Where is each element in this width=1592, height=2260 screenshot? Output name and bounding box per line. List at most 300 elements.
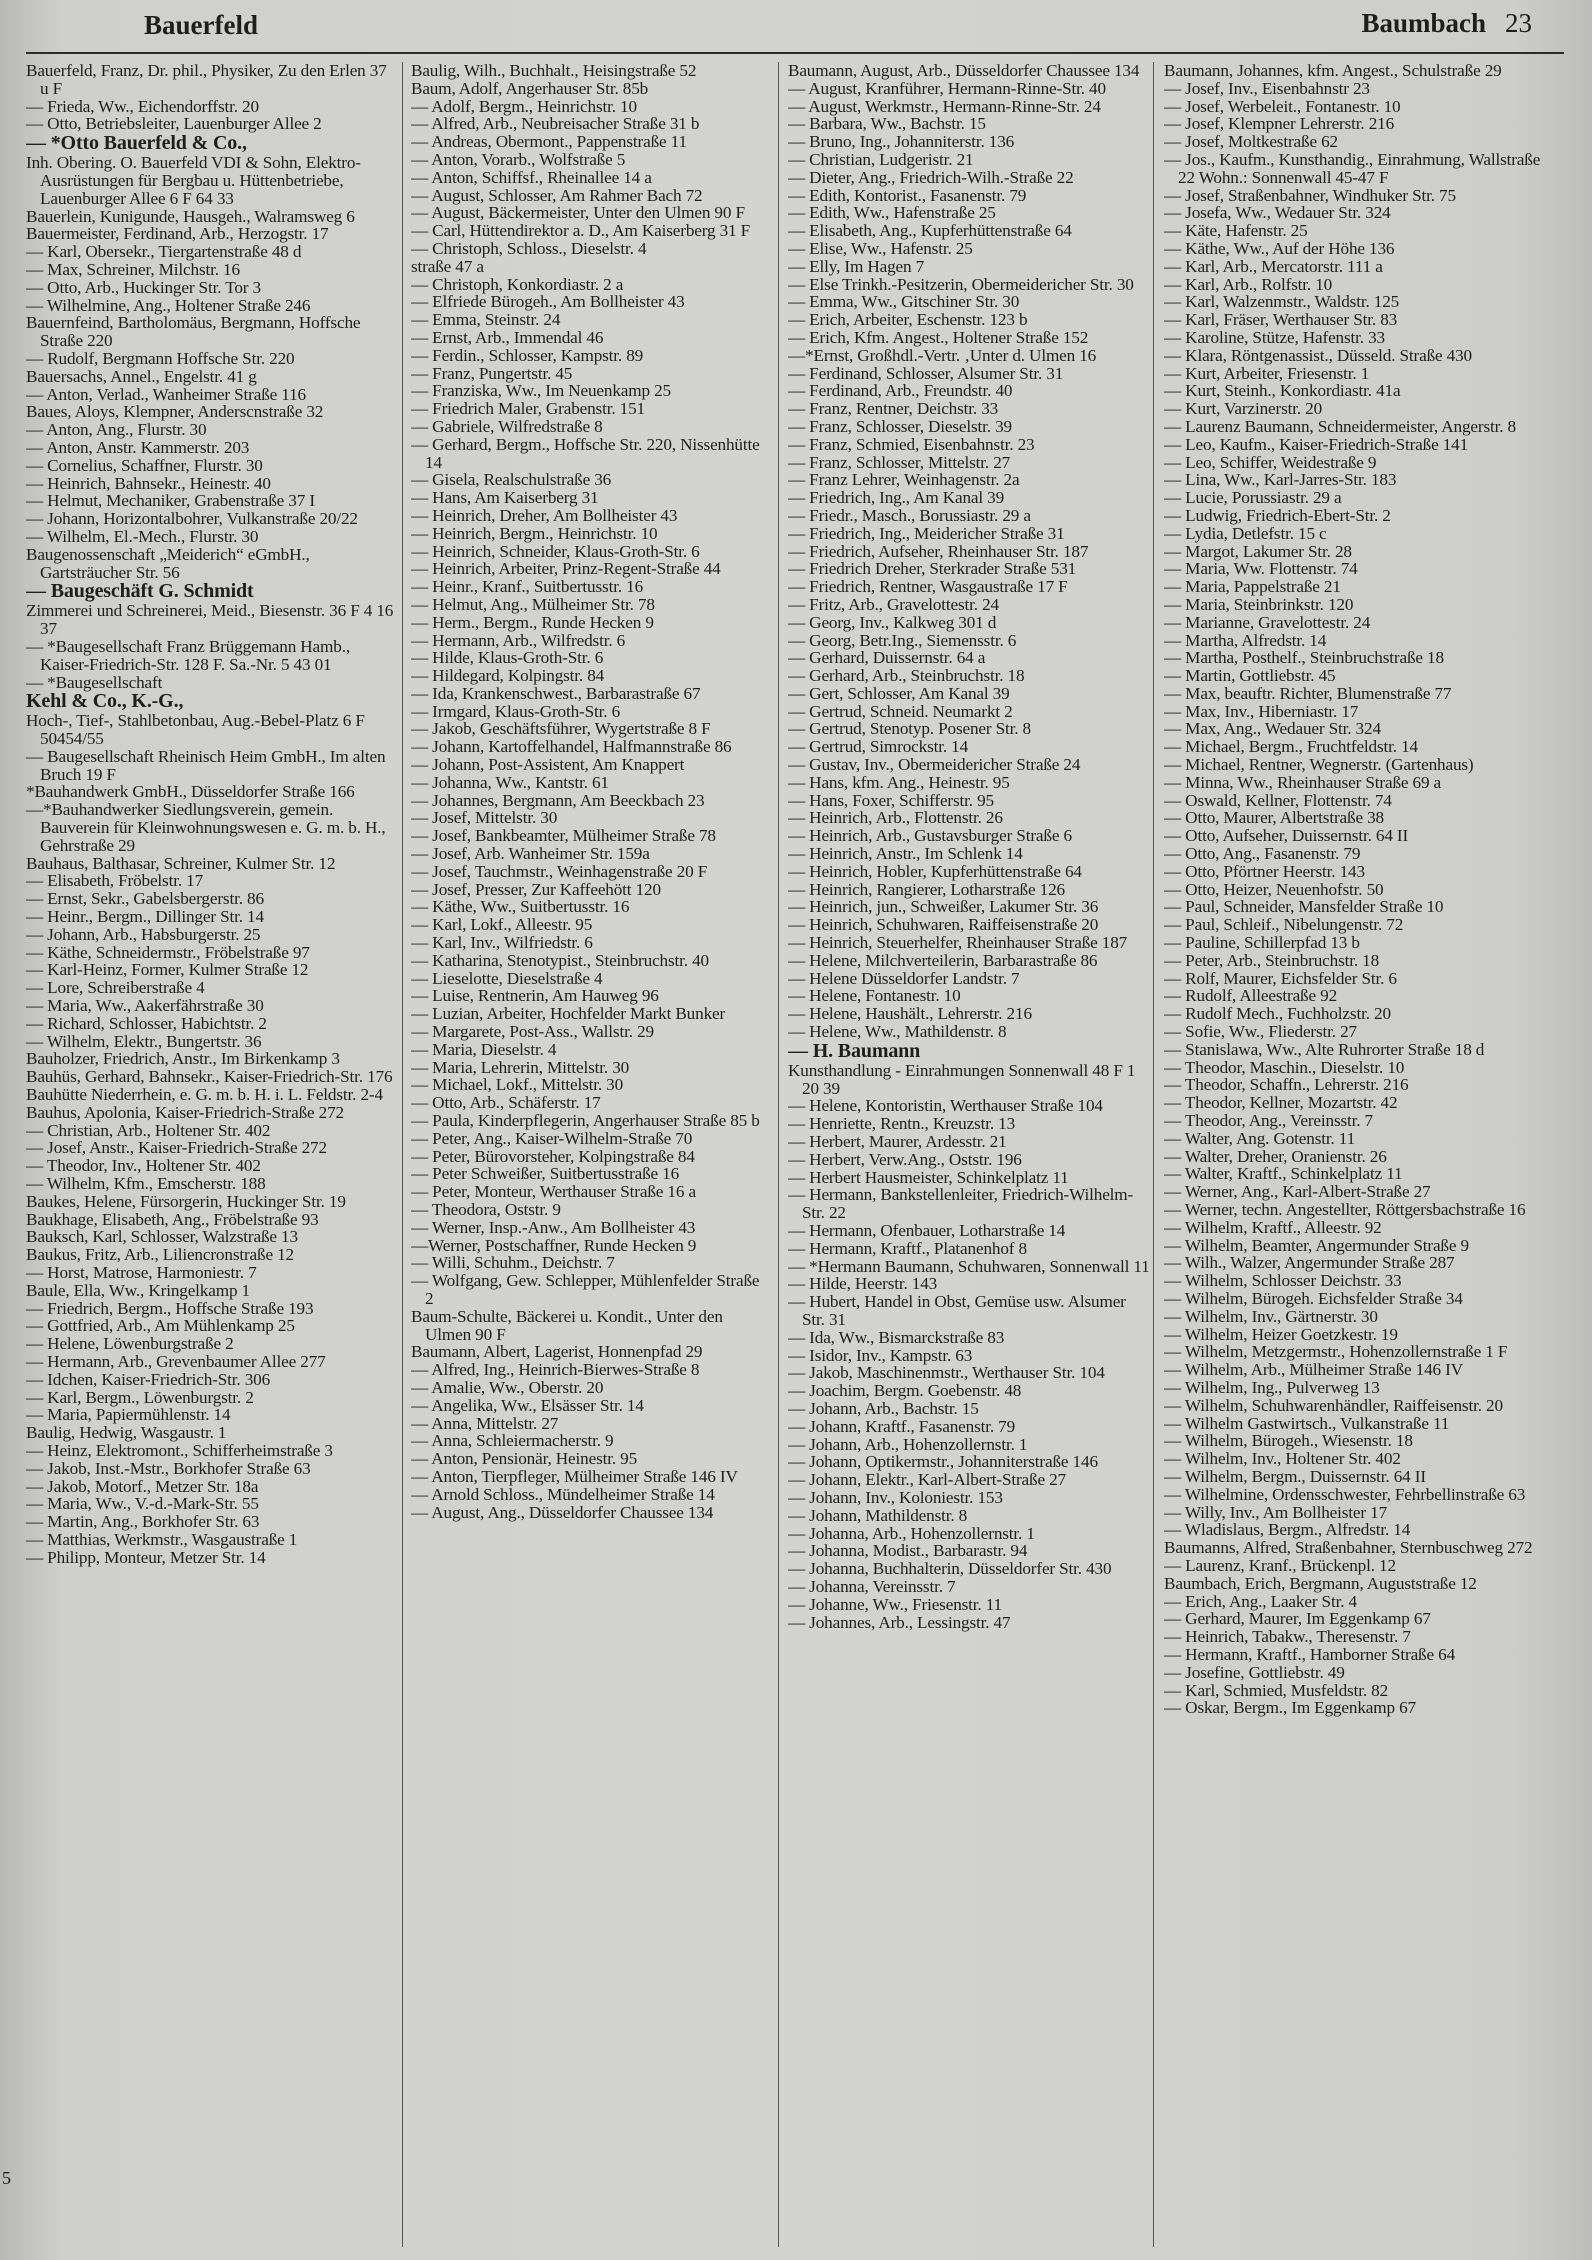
directory-entry: — Ludwig, Friedrich-Ebert-Str. 2 [1164,505,1391,525]
directory-entry: *Bauhandwerk GmbH., Düsseldorfer Straße 166 [26,782,355,802]
directory-column-4 [1164,62,1544,2252]
directory-entry: — Martin, Gottliebstr. 45 [1164,666,1336,686]
directory-entry: — Werner, Insp.-Anw., Am Bollheister 43 [411,1217,696,1237]
directory-entry: — Gertrud, Stenotyp. Posener Str. 8 [788,719,1031,739]
directory-entry: — Stanislawa, Ww., Alte Ruhrorter Straße 18 d [1164,1039,1485,1059]
directory-entry: Baugenossenschaft „Meiderich“ eGmbH., Gartsträucher Str. 56 [26,544,310,582]
directory-entry: — Hubert, Handel in Obst, Gemüse usw. Alsumer Str. 31 [788,1292,1126,1329]
directory-entry: — Maria, Ww., Aakerfährstraße 30 [26,996,264,1016]
directory-entry: — Wilhelmine, Ang., Holtener Straße 246 [26,295,311,315]
directory-entry: — Christian, Ludgeristr. 21 [788,149,974,169]
directory-entry: — Wilhelm, Kfm., Emscherstr. 188 [26,1174,266,1194]
directory-entry: — Henriette, Rentn., Kreuzstr. 13 [788,1114,1016,1134]
directory-entry: — Helene, Ww., Mathildenstr. 8 [788,1022,1007,1042]
directory-entry: — Werner, Ang., Karl-Albert-Straße 27 [1164,1182,1431,1202]
directory-entry: — Oswald, Kellner, Flottenstr. 74 [1164,790,1392,810]
directory-entry: — Max, Ang., Wedauer Str. 324 [1164,719,1381,739]
directory-entry: — Heinrich, Arbeiter, Prinz-Regent-Straße 44 [411,559,721,579]
directory-entry: — Ferdin., Schlosser, Kampstr. 89 [411,345,644,365]
directory-entry: — Baugesellschaft Rheinisch Heim GmbH., Im alten Bruch 19 F [26,746,386,784]
directory-entry: — Herbert, Maurer, Ardesstr. 21 [788,1132,1007,1152]
directory-entry: — Peter, Arb., Steinbruchstr. 18 [1164,950,1380,970]
directory-entry: — Willi, Schuhm., Deichstr. 7 [411,1253,615,1273]
directory-entry: — Otto, Arb., Huckinger Str. Tor 3 [26,277,261,297]
directory-entry: Bauhütte Niederrhein, e. G. m. b. H. i. L. Feldstr. 2-4 [26,1085,383,1105]
directory-entry: Bauermeister, Ferdinand, Arb., Herzogstr. 17 [26,224,329,244]
directory-entry: — Elisabeth, Fröbelstr. 17 [26,871,204,891]
directory-entry: — Johann, Horizontalbohrer, Vulkanstraße 20/22 [26,509,358,529]
directory-entry: — Wilhelmine, Ordensschwester, Fehrbellinstraße 63 [1164,1484,1526,1504]
directory-entry: — Horst, Matrose, Harmoniestr. 7 [26,1263,257,1282]
directory-entry: — Heinz, Elektromont., Schifferheimstraße 3 [26,1440,333,1460]
directory-entry: Zimmerei und Schreinerei, Meid., Biesenstr. 36 F 4 16 37 [26,601,394,639]
directory-entry: — Johanna, Buchhalterin, Düsseldorfer Str. 430 [788,1559,1112,1579]
directory-entry: — Dieter, Ang., Friedrich-Wilh.-Straße 22 [788,167,1074,187]
directory-entry: — Christoph, Konkordiastr. 2 a [411,274,624,294]
directory-entry: — Anton, Vorarb., Wolfstraße 5 [411,149,626,169]
directory-entry: — Werner, techn. Angestellter, Röttgersbachstraße 16 [1164,1200,1526,1219]
directory-entry: — Jakob, Inst.-Mstr., Borkhofer Straße 63 [26,1458,311,1478]
directory-entry: — Rolf, Maurer, Eichsfelder Str. 6 [1164,968,1397,988]
directory-entry: — Käthe, Ww., Auf der Höhe 136 [1164,238,1395,258]
directory-entry: — Jos., Kaufm., Kunsthandig., Einrahmung, Wallstraße 22 Wohn.: Sonnenwall 45-47 F [1164,149,1541,187]
directory-entry: — Pauline, Schillerpfad 13 b [1164,933,1360,953]
directory-entry: — Barbara, Ww., Bachstr. 15 [788,114,986,134]
directory-entry: — Theodor, Inv., Holtener Str. 402 [26,1156,261,1176]
directory-entry: — Otto, Maurer, Albertstraße 38 [1164,808,1384,828]
directory-entry: — Marianne, Gravelottestr. 24 [1164,612,1371,632]
directory-entry: — Hans, Foxer, Schifferstr. 95 [788,790,994,810]
directory-entry: Kehl & Co., K.-G., [26,690,184,713]
directory-entry: — Josef, Tauchmstr., Weinhagenstraße 20 F [411,861,708,881]
directory-entry: — Rudolf Mech., Fuchholzstr. 20 [1164,1004,1391,1024]
directory-entry: — Martin, Ang., Borkhofer Str. 63 [26,1512,260,1532]
directory-entry: — Max, Inv., Hiberniastr. 17 [1164,701,1359,721]
directory-entry: — Helene, Haushält., Lehrerstr. 216 [788,1004,1032,1024]
directory-entry: — Gert, Schlosser, Am Kanal 39 [788,683,1010,703]
directory-entry: —*Ernst, Großhdl.-Vertr. ‚Unter d. Ulmen 16 [788,345,1097,365]
directory-entry: — Edith, Ww., Hafenstraße 25 [788,203,996,223]
directory-entry: — Josef, Werbeleit., Fontanestr. 10 [1164,96,1401,116]
directory-entry: — H. Baumann [788,1039,921,1062]
directory-entry: — Heinrich, Schuhwaren, Raiffeisenstraße 20 [788,915,1099,935]
directory-entry: — Heinrich, Arb., Gustavsburger Straße 6 [788,826,1072,846]
directory-entry: — Johanna, Modist., Barbarastr. 94 [788,1541,1028,1561]
page-number: 23 [1505,8,1532,38]
directory-entry: — Heinrich, Anstr., Im Schlenk 14 [788,844,1023,864]
directory-entry: — Anton, Anstr. Kammerstr. 203 [26,437,250,457]
directory-entry: — Cornelius, Schaffner, Flurstr. 30 [26,455,263,475]
directory-entry: — Oskar, Bergm., Im Eggenkamp 67 [1164,1698,1416,1718]
directory-entry: — Heinrich, Bahnsekr., Heinestr. 40 [26,473,271,493]
directory-entry: — Friedrich Dreher, Sterkrader Straße 531 [788,559,1077,579]
directory-entry: — Baugeschäft G. Schmidt [26,580,254,603]
directory-entry: — Friedrich, Bergm., Hoffsche Straße 193 [26,1298,314,1318]
directory-entry: — Johanna, Ww., Kantstr. 61 [411,772,609,792]
directory-entry: — Hans, kfm. Ang., Heinestr. 95 [788,772,1010,792]
directory-entry: Baumann, August, Arb., Düsseldorfer Chaussee 134 [788,62,1140,80]
directory-entry: — Luzian, Arbeiter, Hochfelder Markt Bunker [411,1004,726,1024]
directory-entry: — Otto, Aufseher, Duissernstr. 64 II [1164,826,1409,846]
directory-entry: — Wilhelm, El.-Mech., Flurstr. 30 [26,526,259,546]
directory-entry: — Michael, Lokf., Mittelstr. 30 [411,1075,624,1095]
directory-entry: — Hans, Am Kaiserberg 31 [411,488,599,508]
directory-entry: — Otto, Betriebsleiter, Lauenburger Allee 2 [26,114,322,134]
directory-entry: Baum-Schulte, Bäckerei u. Kondit., Unter den Ulmen 90 F [411,1306,723,1344]
directory-entry: — Josef, Mittelstr. 30 [411,808,558,828]
directory-entry: — Gustav, Inv., Obermeidericher Straße 24 [788,755,1081,775]
directory-entry: — Bruno, Ing., Johanniterstr. 136 [788,132,1015,152]
directory-entry: — Georg, Inv., Kalkweg 301 d [788,612,997,632]
directory-entry: — Herm., Bergm., Runde Hecken 9 [411,612,654,632]
directory-entry: — Matthias, Werkmstr., Wasgaustraße 1 [26,1529,298,1549]
directory-entry: — Elisabeth, Ang., Kupferhüttenstraße 64 [788,221,1072,241]
directory-entry: — Anton, Verlad., Wanheimer Straße 116 [26,384,306,404]
directory-entry: — Katharina, Stenotypist., Steinbruchstr. 40 [411,950,709,970]
directory-entry: — Alfred, Ing., Heinrich-Bierwes-Straße 8 [411,1360,700,1380]
directory-entry: — Hilde, Klaus-Groth-Str. 6 [411,648,604,668]
directory-entry: — Theodor, Schaffn., Lehrerstr. 216 [1164,1075,1409,1095]
directory-entry: Bauksch, Karl, Schlosser, Walzstraße 13 [26,1227,298,1247]
directory-entry: — Otto, Pförtner Heerstr. 143 [1164,861,1365,881]
directory-entry: Baulig, Hedwig, Wasgaustr. 1 [26,1423,227,1443]
directory-entry: — Frieda, Ww., Eichendorffstr. 20 [26,96,259,116]
directory-column-3 [788,62,1150,2252]
directory-entry: — Helene, Kontoristin, Werthauser Straße 104 [788,1096,1103,1116]
directory-entry: — Wilhelm, Elektr., Bungertstr. 36 [26,1031,262,1051]
directory-entry: Bauhaus, Balthasar, Schreiner, Kulmer Str. 12 [26,853,336,873]
directory-entry: — Else Trinkh.-Pesitzerin, Obermeidericher Str. 30 [788,274,1134,294]
directory-entry: — *Otto Bauerfeld & Co., [26,132,247,155]
directory-entry: — Ernst, Arb., Immendal 46 [411,327,604,347]
directory-entry: — Michael, Rentner, Wegnerstr. (Gartenhaus) [1164,755,1474,775]
directory-entry: — Josef, Moltkestraße 62 [1164,132,1338,152]
directory-entry: — Karl, Inv., Wilfriedstr. 6 [411,933,593,953]
directory-entry: — Erich, Ang., Laaker Str. 4 [1164,1591,1357,1611]
directory-entry: — Friedrich, Ing., Am Kanal 39 [788,488,1005,508]
directory-entry: — Anton, Tierpfleger, Mülheimer Straße 146 IV [411,1466,738,1486]
directory-entry: — Karl, Obersekr., Tiergartenstraße 48 d [26,242,302,262]
directory-entry: — Joachim, Bergm. Goebenstr. 48 [788,1381,1022,1401]
directory-entry: — Jakob, Motorf., Metzer Str. 18a [26,1476,259,1496]
directory-entry: — Hermann, Ofenbauer, Lotharstraße 14 [788,1221,1066,1240]
directory-entry: — August, Werkmstr., Hermann-Rinne-Str. 24 [788,96,1101,116]
directory-entry: — Gertrud, Simrockstr. 14 [788,737,969,757]
directory-entry: — Fritz, Arb., Gravelottestr. 24 [788,594,999,614]
directory-entry: — Lina, Ww., Karl-Jarres-Str. 183 [1164,470,1397,490]
directory-entry: — Heinrich, Steuerhelfer, Rheinhauser Straße 187 [788,933,1128,953]
directory-entry: — Sofie, Ww., Fliederstr. 27 [1164,1022,1357,1042]
directory-entry: straße 47 a [411,256,484,276]
directory-entry: — Paul, Schneider, Mansfelder Straße 10 [1164,897,1444,917]
directory-entry: — Christoph, Schloss., Dieselstr. 4 [411,238,647,258]
directory-entry: — Theodor, Ang., Vereinsstr. 7 [1164,1111,1374,1131]
directory-entry: Bauhüs, Gerhard, Bahnsekr., Kaiser-Friedrich-Str. 176 [26,1067,393,1087]
directory-entry: — Wilhelm, Bergm., Duissernstr. 64 II [1164,1466,1426,1486]
directory-entry: — Karl, Bergm., Löwenburgstr. 2 [26,1387,254,1407]
directory-entry: —*Bauhandwerker Siedlungsverein, gemein. Bauverein für Kleinwohnungswesen e. G. m. b. H., Gehrstraße 29 [26,800,386,855]
directory-entry: — Heinrich, Hobler, Kupferhüttenstraße 64 [788,861,1082,881]
directory-entry: — Josef, Presser, Zur Kaffeehött 120 [411,879,661,899]
directory-entry: — Walter, Dreher, Oranienstr. 26 [1164,1146,1387,1166]
directory-entry: — Karl, Arb., Rolfstr. 10 [1164,274,1333,294]
directory-entry: — Maria, Papiermühlenstr. 14 [26,1405,231,1425]
directory-entry: — Johann, Elektr., Karl-Albert-Straße 27 [788,1470,1066,1490]
header-right-keyword: Baumbach [1361,8,1486,38]
directory-entry: — Idchen, Kaiser-Friedrich-Str. 306 [26,1369,271,1389]
directory-entry: — Herbert Hausmeister, Schinkelplatz 11 [788,1167,1069,1187]
directory-entry: — Josef, Inv., Eisenbahnstr 23 [1164,78,1370,98]
directory-entry: — Friedrich, Aufseher, Rheinhauser Str. 187 [788,541,1089,561]
directory-entry: — Heinr., Kranf., Suitbertusstr. 16 [411,577,644,597]
directory-entry: — Hermann, Kraftf., Platanenhof 8 [788,1238,1027,1258]
directory-entry: — Leo, Kaufm., Kaiser-Friedrich-Straße 141 [1164,434,1469,454]
directory-entry: — Helene, Fontanestr. 10 [788,986,961,1006]
directory-entry: — Leo, Schiffer, Weidestraße 9 [1164,452,1377,472]
directory-entry: — Karoline, Stütze, Hafenstr. 33 [1164,327,1385,347]
directory-entry: Hoch-, Tief-, Stahlbetonbau, Aug.-Bebel-Platz 6 F 50454/55 [26,711,365,749]
directory-entry: Baulig, Wilh., Buchhalt., Heisingstraße 52 [411,62,697,80]
directory-entry: — August, Bäckermeister, Unter den Ulmen 90 F [411,203,745,223]
directory-entry: — Ernst, Sekr., Gabelsbergerstr. 86 [26,889,264,909]
directory-entry: — Gerhard, Duissernstr. 64 a [788,648,986,668]
directory-entry: — Wilhelm, Schlosser Deichstr. 33 [1164,1271,1402,1291]
directory-entry: — Herbert, Verw.Ang., Oststr. 196 [788,1149,1022,1169]
directory-entry: — Martha, Posthelf., Steinbruchstraße 18 [1164,648,1444,668]
directory-entry: — Josef, Klempner Lehrerstr. 216 [1164,114,1395,134]
directory-column-1 [26,62,396,2252]
directory-entry: — Gerhard, Maurer, Im Eggenkamp 67 [1164,1609,1431,1629]
directory-entry: — Hermann, Arb., Wilfredstr. 6 [411,630,626,650]
directory-entry: Bauholzer, Friedrich, Anstr., Im Birkenkamp 3 [26,1049,340,1069]
directory-entry: Bauhus, Apolonia, Kaiser-Friedrich-Straße 272 [26,1102,344,1122]
directory-entry: — Theodor, Maschin., Dieselstr. 10 [1164,1057,1405,1077]
directory-entry: — Richard, Schlosser, Habichtstr. 2 [26,1013,267,1033]
directory-entry: — Otto, Heizer, Neuenhofstr. 50 [1164,879,1384,899]
directory-entry: — Helene, Milchverteilerin, Barbarastraße 86 [788,950,1098,970]
directory-entry: — August, Schlosser, Am Rahmer Bach 72 [411,185,703,205]
directory-entry: — Johann, Inv., Koloniestr. 153 [788,1487,1003,1507]
directory-columns [26,62,1578,2252]
directory-entry: — Wilhelm, Heizer Goetzkestr. 19 [1164,1324,1398,1344]
directory-entry: — Friedrich, Rentner, Wasgaustraße 17 F [788,577,1068,597]
directory-entry: — Wilhelm, Schuhwarenhändler, Raiffeisenstr. 20 [1164,1395,1503,1415]
directory-entry: —Werner, Postschaffner, Runde Hecken 9 [411,1235,697,1255]
directory-entry: — August, Ang., Düsseldorfer Chaussee 134 [411,1502,714,1522]
directory-entry: — Helmut, Mechaniker, Grabenstraße 37 I [26,491,315,511]
directory-entry: — Margot, Lakumer Str. 28 [1164,541,1352,561]
directory-entry: — Wilhelm, Arb., Mülheimer Straße 146 IV [1164,1360,1463,1380]
directory-entry: Baumbach, Erich, Bergmann, Auguststraße 12 [1164,1573,1477,1593]
directory-entry: — Karl, Walzenmstr., Waldstr. 125 [1164,292,1400,312]
directory-entry: — Rudolf, Alleestraße 92 [1164,986,1338,1006]
directory-entry: — Anna, Mittelstr. 27 [411,1413,559,1433]
directory-entry: — Laurenz, Kranf., Brückenpl. 12 [1164,1555,1396,1575]
directory-entry: — Friedrich Maler, Grabenstr. 151 [411,399,645,419]
directory-entry: — Heinrich, Rangierer, Lotharstraße 126 [788,879,1065,899]
directory-entry: — Erich, Kfm. Angest., Holtener Straße 152 [788,327,1089,347]
directory-entry: — Ida, Ww., Bismarckstraße 83 [788,1327,1005,1347]
directory-entry: — Johann, Arb., Bachstr. 15 [788,1398,979,1418]
directory-entry: — Wolfgang, Gew. Schlepper, Mühlenfelder Straße 2 [411,1271,760,1308]
directory-entry: — Franz, Schmied, Eisenbahnstr. 23 [788,434,1035,454]
directory-entry: Baukes, Helene, Fürsorgerin, Huckinger Str. 19 [26,1191,346,1211]
directory-entry: — Peter, Monteur, Werthauser Straße 16 a [411,1182,696,1202]
directory-entry: — Lydia, Detlefstr. 15 c [1164,523,1327,543]
directory-entry: — Gerhard, Arb., Steinbruchstr. 18 [788,666,1025,686]
directory-entry: — Helene, Löwenburgstraße 2 [26,1334,234,1354]
directory-entry: — Erich, Arbeiter, Eschenstr. 123 b [788,310,1028,330]
directory-entry: — Christian, Arb., Holtener Str. 402 [26,1120,271,1140]
directory-entry: Baumanns, Alfred, Straßenbahner, Sternbuschweg 272 [1164,1538,1533,1558]
directory-entry: — Karl, Schmied, Musfeldstr. 82 [1164,1680,1389,1700]
directory-entry: — Maria, Pappelstraße 21 [1164,577,1341,597]
directory-entry: — Adolf, Bergm., Heinrichstr. 10 [411,96,637,116]
directory-entry: Baumann, Johannes, kfm. Angest., Schulstraße 29 [1164,62,1502,80]
directory-entry: — Jakob, Geschäftsführer, Wygertstraße 8 F [411,719,711,739]
directory-entry: — Käte, Hafenstr. 25 [1164,221,1308,241]
directory-entry: — Anna, Schleiermacherstr. 9 [411,1431,614,1451]
directory-entry: — Angelika, Ww., Elsässer Str. 14 [411,1395,644,1415]
directory-entry: — Johannes, Bergmann, Am Beeckbach 23 [411,790,705,810]
directory-entry: — Max, beauftr. Richter, Blumenstraße 77 [1164,683,1452,703]
directory-entry: — Amalie, Ww., Oberstr. 20 [411,1377,604,1397]
directory-entry: — Johann, Arb., Habsburgerstr. 25 [26,924,261,944]
directory-entry: — Walter, Ang. Gotenstr. 11 [1164,1128,1356,1148]
directory-entry: — Franz Lehrer, Weinhagenstr. 2a [788,470,1020,490]
directory-entry: — Franz, Schlosser, Dieselstr. 39 [788,416,1012,436]
directory-entry: — Wilhelm, Inv., Gärtnerstr. 30 [1164,1306,1378,1326]
directory-entry: — Wladislaus, Bergm., Alfredstr. 14 [1164,1520,1411,1540]
directory-entry: — Karl-Heinz, Former, Kulmer Straße 12 [26,960,309,980]
directory-entry: Bauersachs, Annel., Engelstr. 41 g [26,366,257,386]
directory-entry: — Max, Schreiner, Milchstr. 16 [26,259,240,279]
directory-entry: — Johann, Mathildenstr. 8 [788,1505,968,1525]
directory-entry: — Klara, Röntgenassist., Düsseld. Straße 430 [1164,345,1472,365]
directory-entry: — Johann, Arb., Hohenzollernstr. 1 [788,1434,1028,1454]
directory-entry: — Otto, Arb., Schäferstr. 17 [411,1093,601,1113]
directory-entry: — Wilhelm, Bürogeh. Eichsfelder Straße 34 [1164,1288,1463,1308]
directory-entry: — Arnold Schloss., Mündelheimer Straße 14 [411,1484,715,1504]
directory-entry: — Emma, Steinstr. 24 [411,310,561,330]
directory-entry: — Elly, Im Hagen 7 [788,256,925,276]
directory-entry: — Elfriede Bürogeh., Am Bollheister 43 [411,292,685,312]
directory-entry: — Gisela, Realschulstraße 36 [411,470,612,490]
directory-entry: — Maria, Dieselstr. 4 [411,1039,557,1059]
directory-entry: — Peter, Ang., Kaiser-Wilhelm-Straße 70 [411,1128,693,1148]
directory-entry: Baukus, Fritz, Arb., Liliencronstraße 12 [26,1245,294,1265]
directory-entry: — Maria, Lehrerin, Mittelstr. 30 [411,1057,630,1077]
directory-entry: — Karl, Fräser, Werthauser Str. 83 [1164,310,1398,330]
directory-entry: — Margarete, Post-Ass., Wallstr. 29 [411,1022,654,1042]
directory-entry: — Elise, Ww., Hafenstr. 25 [788,238,973,258]
directory-entry: — Gottfried, Arb., Am Mühlenkamp 25 [26,1316,295,1336]
header-rule [26,52,1564,54]
directory-entry: — Josef, Straßenbahner, Windhuker Str. 75 [1164,185,1456,205]
directory-entry: — Josefa, Ww., Wedauer Str. 324 [1164,203,1391,223]
directory-entry: — Kurt, Steinh., Konkordiastr. 41a [1164,381,1401,401]
directory-entry: Baues, Aloys, Klempner, Anderscnstraße 32 [26,402,324,422]
directory-entry: — Willy, Inv., Am Bollheister 17 [1164,1502,1388,1522]
directory-entry: — Wilhelm, Bürogeh., Wiesenstr. 18 [1164,1431,1413,1451]
directory-entry: Kunsthandlung - Einrahmungen Sonnenwall 48 F 1 20 39 [788,1060,1136,1098]
directory-entry: — Josef, Anstr., Kaiser-Friedrich-Straße 272 [26,1138,327,1158]
directory-entry: — Josef, Arb. Wanheimer Str. 159a [411,844,650,864]
directory-entry: — Käthe, Ww., Suitbertusstr. 16 [411,897,630,917]
directory-entry: Baukhage, Elisabeth, Ang., Fröbelstraße 93 [26,1209,319,1229]
directory-entry: — Franz, Pungertstr. 45 [411,363,573,383]
directory-entry: — Heinrich, Bergm., Heinrichstr. 10 [411,523,658,543]
directory-entry: — Hermann, Kraftf., Hamborner Straße 64 [1164,1644,1456,1664]
directory-entry: — Josef, Bankbeamter, Mülheimer Straße 78 [411,826,716,846]
directory-entry: — Johannes, Arb., Lessingstr. 47 [788,1612,1011,1632]
directory-entry: — Heinrich, jun., Schweißer, Lakumer Str. 36 [788,897,1099,917]
directory-entry: — Paul, Schleif., Nibelungenstr. 72 [1164,915,1404,935]
directory-entry: — Isidor, Inv., Kampstr. 63 [788,1345,973,1365]
directory-entry: — Anton, Pensionär, Heinestr. 95 [411,1449,638,1469]
directory-entry: — Gabriele, Wilfredstraße 8 [411,416,603,436]
directory-entry: — August, Kranführer, Hermann-Rinne-Str. 40 [788,78,1106,98]
directory-entry: — Philipp, Monteur, Metzer Str. 14 [26,1547,266,1567]
directory-entry: — Hilde, Heerstr. 143 [788,1274,938,1294]
directory-entry: — Hermann, Arb., Grevenbaumer Allee 277 [26,1351,326,1371]
directory-entry: — Johanne, Ww., Friesenstr. 11 [788,1594,1002,1614]
directory-entry: — Theodora, Oststr. 9 [411,1200,561,1219]
page-header [144,4,1532,48]
directory-entry: — Heinrich, Dreher, Am Bollheister 43 [411,505,678,525]
directory-entry: — Gerhard, Bergm., Hoffsche Str. 220, Nissenhütte 14 [411,434,760,472]
directory-entry: — Irmgard, Klaus-Groth-Str. 6 [411,701,621,721]
directory-entry: — Edith, Kontorist., Fasanenstr. 79 [788,185,1027,205]
directory-entry: — Peter Schweißer, Suitbertusstraße 16 [411,1164,680,1184]
directory-entry: — Helmut, Ang., Mülheimer Str. 78 [411,594,655,614]
directory-entry: — Minna, Ww., Rheinhauser Straße 69 a [1164,772,1442,792]
directory-entry: — Johann, Kartoffelhandel, Halfmannstraße 86 [411,737,732,757]
directory-entry: — Käthe, Schneidermstr., Fröbelstraße 97 [26,942,310,962]
directory-entry: — Hermann, Bankstellenleiter, Friedrich-Wilhelm-Str. 22 [788,1185,1134,1223]
directory-entry: Bauernfeind, Bartholomäus, Bergmann, Hoffsche Straße 220 [26,313,361,351]
directory-entry: — Karl, Lokf., Alleestr. 95 [411,915,593,935]
directory-entry: — Wilh., Walzer, Angermunder Straße 287 [1164,1253,1455,1273]
directory-entry: — Heinrich, Arb., Flottenstr. 26 [788,808,1003,828]
directory-entry: — Ida, Krankenschwest., Barbarastraße 67 [411,683,701,703]
directory-entry: — Otto, Ang., Fasanenstr. 79 [1164,844,1361,864]
directory-entry: — Emma, Ww., Gitschiner Str. 30 [788,292,1020,312]
directory-entry: Baumann, Albert, Lagerist, Honnenpfad 29 [411,1342,703,1362]
directory-entry: — Carl, Hüttendirektor a. D., Am Kaiserberg 31 F [411,221,751,241]
directory-entry: — Heinrich, Schneider, Klaus-Groth-Str. 6 [411,541,700,561]
directory-entry: — Theodor, Kellner, Mozartstr. 42 [1164,1093,1398,1113]
directory-entry: Baule, Ella, Ww., Kringelkamp 1 [26,1280,250,1300]
header-left-keyword: Bauerfeld [144,10,258,40]
directory-entry: — Kurt, Arbeiter, Friesenstr. 1 [1164,363,1370,383]
directory-entry: — Jakob, Maschinenmstr., Werthauser Str. 104 [788,1363,1105,1383]
directory-entry: — Lieselotte, Dieselstraße 4 [411,968,603,988]
directory-entry: — Wilhelm, Beamter, Angermunder Straße 9 [1164,1235,1469,1255]
directory-column-2 [411,62,771,2252]
directory-entry: — Walter, Kraftf., Schinkelplatz 11 [1164,1164,1403,1184]
directory-entry: Inh. Obering. O. Bauerfeld VDI & Sohn, Elektro-Ausrüstungen für Bergbau u. Hüttenbetriebe, Lauenburger Allee 6 F 64 33 [26,153,361,208]
directory-entry: — Franziska, Ww., Im Neuenkamp 25 [411,381,671,401]
directory-entry: — *Baugesellschaft [26,672,163,692]
directory-entry: — Lore, Schreiberstraße 4 [26,978,205,998]
directory-entry: — Maria, Ww. Flottenstr. 74 [1164,559,1358,579]
directory-entry: — Rudolf, Bergmann Hoffsche Str. 220 [26,348,295,368]
directory-entry: — Wilhelm, Kraftf., Alleestr. 92 [1164,1217,1382,1237]
directory-entry: — *Hermann Baumann, Schuhwaren, Sonnenwall 11 [788,1256,1150,1276]
margin-mark: 5 [2,2168,11,2188]
directory-entry: — Wilhelm, Metzgermstr., Hohenzollernstraße 1 F [1164,1342,1508,1362]
